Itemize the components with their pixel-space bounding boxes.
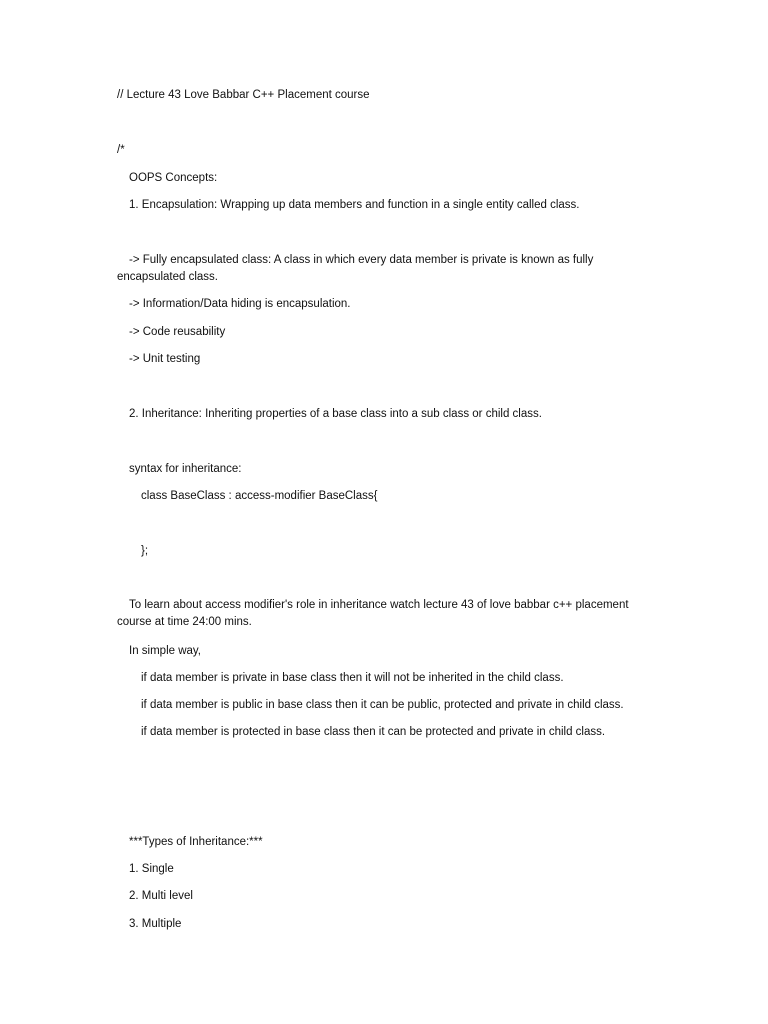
rule-protected: if data member is protected in base class then it can be protected and private in child class. [141, 726, 606, 738]
fully-encapsulated-note: -> Fully encapsulated class: A class in which every data member is private is known as fully encapsulated class. [117, 254, 594, 283]
syntax-code-line: class BaseClass : access-modifier BaseClass{ [141, 490, 378, 502]
syntax-close-brace: }; [141, 545, 149, 557]
type-multilevel: 2. Multi level [129, 890, 193, 902]
code-reusability-note: -> Code reusability [129, 326, 226, 338]
oops-heading: OOPS Concepts: [129, 172, 218, 184]
access-modifier-note: To learn about access modifier's role in inheritance watch lecture 43 of love babbar c++ placement course at time 24:00 mins. [117, 599, 629, 628]
type-single: 1. Single [129, 863, 174, 875]
data-hiding-note: -> Information/Data hiding is encapsulation. [129, 298, 351, 310]
comment-open: /* [117, 144, 125, 156]
lecture-title: // Lecture 43 Love Babbar C++ Placement course [117, 89, 370, 101]
unit-testing-note: -> Unit testing [129, 353, 201, 365]
rule-private: if data member is private in base class then it will not be inherited in the child class. [141, 672, 564, 684]
rule-public: if data member is public in base class then it can be public, protected and private in child class. [141, 699, 624, 711]
types-heading: ***Types of Inheritance:*** [129, 836, 263, 848]
type-multiple: 3. Multiple [129, 918, 182, 930]
inheritance-definition: 2. Inheritance: Inheriting properties of a base class into a sub class or child class. [129, 408, 542, 420]
simple-way-heading: In simple way, [129, 645, 202, 657]
encapsulation-definition: 1. Encapsulation: Wrapping up data members and function in a single entity called class. [129, 199, 580, 211]
syntax-heading: syntax for inheritance: [129, 463, 242, 475]
